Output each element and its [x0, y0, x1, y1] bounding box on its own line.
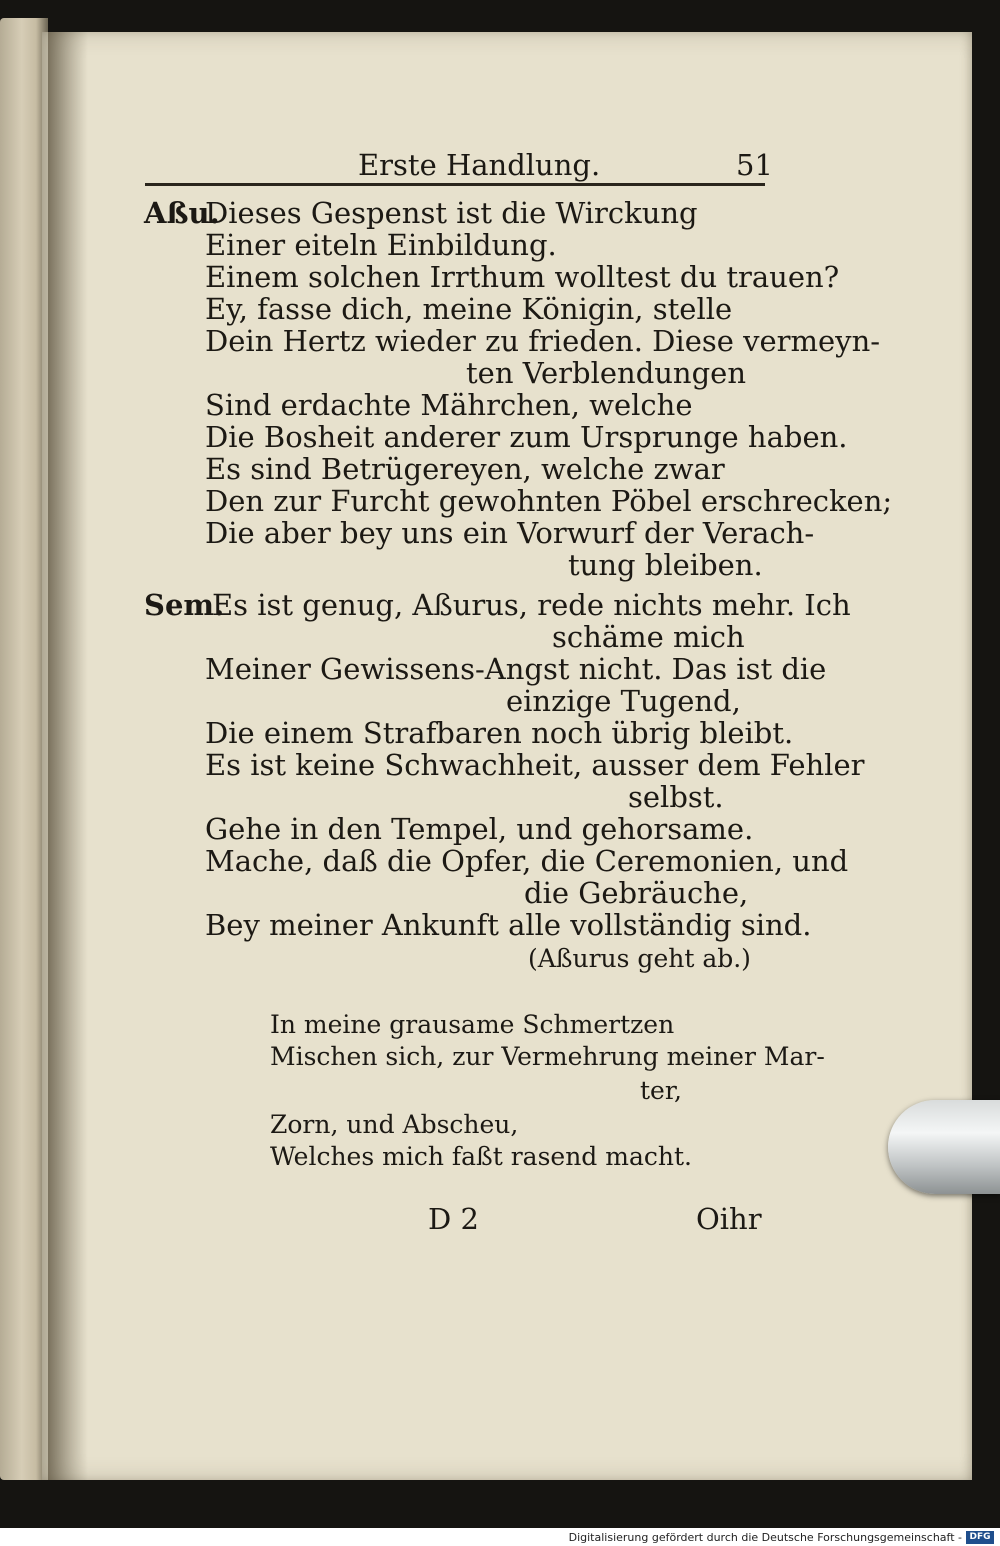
aria-continuation: ter,	[640, 1076, 682, 1105]
verse-continuation: die Gebräuche,	[524, 876, 749, 910]
verse-line: Die Bosheit anderer zum Ursprunge haben.	[205, 420, 848, 454]
running-title: Erste Handlung.	[358, 148, 601, 182]
verse-line: Einer eiteln Einbildung.	[205, 228, 557, 262]
catchword: Oihr	[696, 1202, 762, 1236]
verse-line: Mache, daß die Opfer, die Ceremonien, und	[205, 844, 849, 878]
verse-line: Ey, fasse dich, meine Königin, stelle	[205, 292, 733, 326]
dfg-logo: DFG	[966, 1531, 994, 1544]
verse-line: Es sind Betrügereyen, welche zwar	[205, 452, 725, 486]
speaker-label: Sem.	[144, 588, 225, 622]
verse-line: Es ist genug, Aßurus, rede nichts mehr. Ich	[212, 588, 851, 622]
verse-line: Gehe in den Tempel, und gehorsame.	[205, 812, 754, 846]
verse-line: Bey meiner Ankunft alle vollständig sind.	[205, 908, 812, 942]
verse-continuation: einzige Tugend,	[506, 684, 741, 718]
stage-direction: (Aßurus geht ab.)	[528, 944, 751, 973]
page-gutter-shadow	[48, 32, 88, 1480]
page-number: 51	[736, 148, 773, 182]
aria-line: Zorn, und Abscheu,	[270, 1110, 519, 1139]
verse-line: Den zur Furcht gewohnten Pöbel erschrecken;	[205, 484, 893, 518]
aria-line: Mischen sich, zur Vermehrung meiner Mar-	[270, 1042, 825, 1071]
previous-page-edge	[0, 18, 48, 1480]
page-holder-clip	[888, 1100, 1000, 1194]
digitization-note: Digitalisierung gefördert durch die Deutsche Forschungsgemeinschaft -	[568, 1531, 962, 1544]
aria-line: In meine grausame Schmertzen	[270, 1010, 675, 1039]
verse-line: Die aber bey uns ein Vorwurf der Verach-	[205, 516, 815, 550]
verse-line: Einem solchen Irrthum wolltest du trauen?	[205, 260, 840, 294]
verse-line: Dein Hertz wieder zu frieden. Diese vermeyn-	[205, 324, 881, 358]
verse-line: Meiner Gewissens-Angst nicht. Das ist die	[205, 652, 827, 686]
verse-continuation: schäme mich	[552, 620, 745, 654]
verse-line: Dieses Gespenst ist die Wirckung	[205, 196, 698, 230]
header-rule	[145, 183, 765, 186]
speaker-label: Aßu.	[144, 196, 220, 230]
verse-continuation: selbst.	[628, 780, 724, 814]
verse-continuation: tung bleiben.	[568, 548, 763, 582]
verse-line: Die einem Strafbaren noch übrig bleibt.	[205, 716, 794, 750]
verse-continuation: ten Verblendungen	[466, 356, 747, 390]
aria-line: Welches mich faßt rasend macht.	[270, 1142, 692, 1171]
verse-line: Sind erdachte Mährchen, welche	[205, 388, 693, 422]
verse-line: Es ist keine Schwachheit, ausser dem Fehler	[205, 748, 865, 782]
signature-mark: D 2	[428, 1202, 479, 1236]
